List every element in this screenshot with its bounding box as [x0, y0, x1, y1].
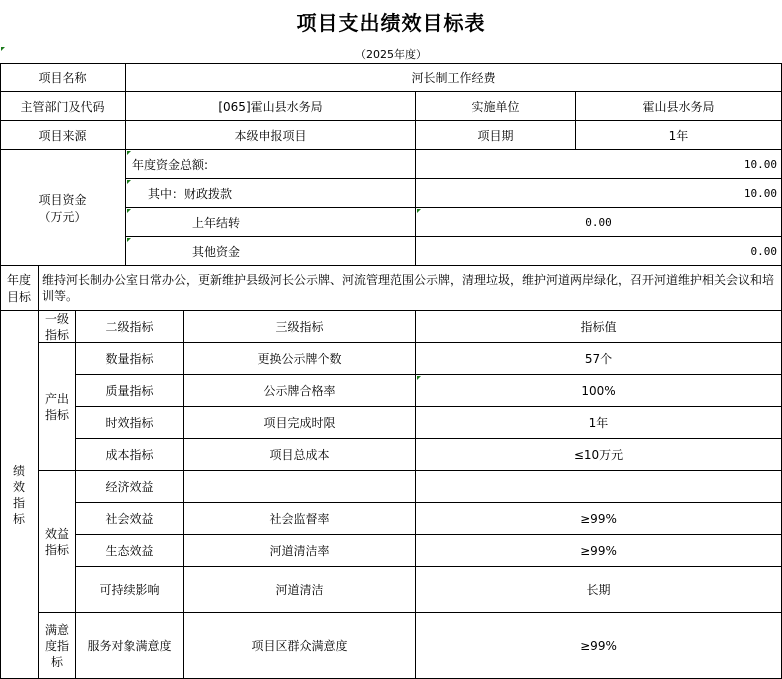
output-label-line: 指标: [44, 407, 69, 422]
cell-marker: [417, 209, 421, 213]
table-row-0-level3: 更换公示牌个数: [184, 343, 416, 375]
table-row-2-value: 1年: [416, 407, 782, 439]
funds-carry-label: 上年结转: [126, 208, 416, 237]
satis-label-line: 度指: [44, 638, 69, 653]
goal-text: 维持河长制办公室日常办公，更新维护县级河长公示牌、河流管理范围公示牌，清理垃圾，维护河道两岸绿化，召开河道维护相关会议和培训等。: [39, 266, 782, 311]
header-level2: 二级指标: [76, 311, 184, 343]
table-row-8-level2: 服务对象满意度: [76, 613, 184, 679]
cell-marker: [417, 376, 421, 380]
header-level3: 三级指标: [184, 311, 416, 343]
table-row-2-level2: 时效指标: [76, 407, 184, 439]
header-level1-b: 指标: [44, 327, 69, 342]
project-name-label: 项目名称: [0, 63, 126, 92]
table-row-5-level2: 社会效益: [76, 503, 184, 535]
output-indicator-label: [39, 343, 76, 471]
perf-char: 标: [12, 511, 25, 526]
funds-total-label: 年度资金总额:: [126, 150, 416, 179]
table-row-1-value: 100%: [416, 375, 782, 407]
table-row-7-level2: 可持续影响: [76, 567, 184, 613]
period-label: 项目期: [416, 121, 576, 150]
benefit-label-line: 指标: [44, 542, 69, 557]
funds-fiscal-label: 其中：财政拨款: [126, 179, 416, 208]
table-row-8-level3: 项目区群众满意度: [184, 613, 416, 679]
dept-label: 主管部门及代码: [0, 92, 126, 121]
funds-other-value: 0.00: [416, 237, 782, 266]
table-row-3-level2: 成本指标: [76, 439, 184, 471]
table-row-6-value: ≥99%: [416, 535, 782, 567]
table-row-4-value: [416, 471, 782, 503]
header-level1: [39, 311, 76, 343]
output-label-line: 产出: [44, 391, 69, 406]
goal-label-line2: 目标: [6, 290, 31, 304]
dept-value: [065]霍山县水务局: [126, 92, 416, 121]
perf-char: 绩: [12, 463, 25, 478]
cell-marker: [127, 238, 131, 242]
funds-fiscal-value: 10.00: [416, 179, 782, 208]
funds-carry-value: 0.00: [416, 208, 782, 237]
table-row-4-level3: [184, 471, 416, 503]
project-name-value: 河长制工作经费: [126, 63, 782, 92]
table-row-5-level3: 社会监督率: [184, 503, 416, 535]
perf-char: 效: [12, 479, 25, 494]
page-title: 项目支出绩效目标表: [296, 11, 486, 35]
table-row-6-level2: 生态效益: [76, 535, 184, 567]
table-row-1-level3: 公示牌合格率: [184, 375, 416, 407]
benefit-label-line: 效益: [44, 526, 69, 541]
table-row-2-level3: 项目完成时限: [184, 407, 416, 439]
funds-other-label: 其他资金: [126, 237, 416, 266]
satis-label-line: 满意: [44, 622, 69, 637]
source-label: 项目来源: [0, 121, 126, 150]
cell-marker: [127, 151, 131, 155]
impl-label: 实施单位: [416, 92, 576, 121]
table-row-3-level3: 项目总成本: [184, 439, 416, 471]
table-row-7-level3: 河道清洁: [184, 567, 416, 613]
table-row-8-value: ≥99%: [416, 613, 782, 679]
goal-label-line1: 年度: [6, 273, 31, 287]
table-row-0-value: 57个: [416, 343, 782, 375]
funds-label-line1: 项目资金: [38, 192, 87, 207]
table-row-3-value: ≤10万元: [416, 439, 782, 471]
perf-label: [0, 311, 39, 679]
perf-char: 指: [12, 495, 25, 510]
impl-value: 霍山县水务局: [576, 92, 782, 121]
cell-marker: [127, 209, 131, 213]
fiscal-year: （2025年度）: [355, 48, 427, 61]
table-row-0-level2: 数量指标: [76, 343, 184, 375]
table-row-6-level3: 河道清洁率: [184, 535, 416, 567]
period-value: 1年: [576, 121, 782, 150]
cell-marker: [127, 180, 131, 184]
cell-marker: [1, 47, 5, 51]
satisfaction-indicator-label: [39, 613, 76, 679]
funds-label-line2: （万元）: [38, 209, 87, 224]
funds-label: [0, 150, 126, 266]
source-value: 本级申报项目: [126, 121, 416, 150]
table-row-5-value: ≥99%: [416, 503, 782, 535]
satis-label-line: 标: [50, 654, 63, 669]
table-row-1-level2: 质量指标: [76, 375, 184, 407]
benefit-indicator-label: [39, 471, 76, 613]
table-row-4-level2: 经济效益: [76, 471, 184, 503]
funds-total-value: 10.00: [416, 150, 782, 179]
table-row-7-value: 长期: [416, 567, 782, 613]
header-level1-a: 一级: [44, 311, 69, 326]
goal-label: [0, 266, 39, 311]
header-value: 指标值: [416, 311, 782, 343]
